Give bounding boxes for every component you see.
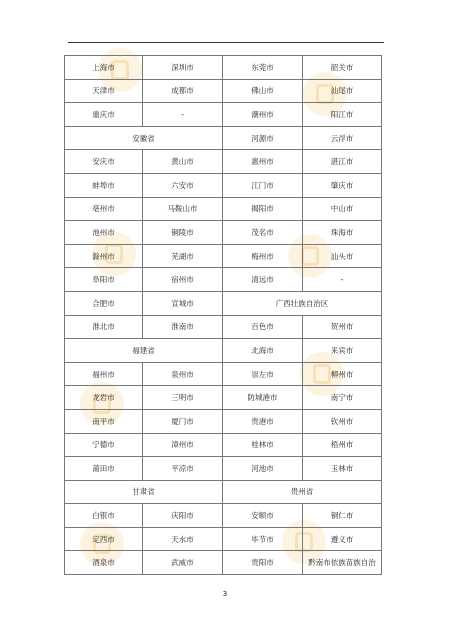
city-cell: 南宁市 [303, 386, 382, 410]
city-cell: 宣城市 [143, 291, 223, 315]
city-cell: 湛江市 [303, 150, 382, 174]
city-cell: 马鞍山市 [143, 197, 223, 221]
table-row [65, 103, 382, 127]
page-number: 3 [222, 590, 228, 598]
table-row [65, 126, 382, 150]
city-cell: 佛山市 [223, 79, 303, 103]
city-cell: 阜阳市 [65, 268, 143, 292]
city-cell: 天水市 [143, 527, 223, 551]
city-cell: 白银市 [65, 504, 143, 528]
city-cell: 安顺市 [223, 504, 303, 528]
city-cell: 铜陵市 [143, 221, 223, 245]
city-cell: 武威市 [143, 551, 223, 575]
city-cell: 莆田市 [65, 457, 143, 481]
city-cell: 芜湖市 [143, 244, 223, 268]
city-cell: 酒泉市 [65, 551, 143, 575]
city-cell: - [143, 103, 223, 127]
table-row [65, 197, 382, 221]
city-cell: 百色市 [223, 315, 303, 339]
city-cell: 清远市 [223, 268, 303, 292]
header-rule [68, 42, 384, 43]
table-row [65, 362, 382, 386]
city-cell: - [303, 268, 382, 292]
city-cell: 上海市 [65, 56, 143, 80]
table-row [65, 339, 382, 363]
table-row [65, 291, 382, 315]
city-cell: 桂林市 [223, 433, 303, 457]
city-cell: 滁州市 [65, 244, 143, 268]
city-cell: 中山市 [303, 197, 382, 221]
province-heading: 甘肃省 [65, 480, 223, 504]
city-cell: 成都市 [143, 79, 223, 103]
city-cell: 柳州市 [303, 362, 382, 386]
table-row [65, 173, 382, 197]
city-cell: 阳江市 [303, 103, 382, 127]
city-cell: 池州市 [65, 221, 143, 245]
city-cell: 汕头市 [303, 244, 382, 268]
city-cell: 崇左市 [223, 362, 303, 386]
table-row [65, 480, 382, 504]
city-cell: 贵港市 [223, 409, 303, 433]
city-cell: 重庆市 [65, 103, 143, 127]
city-cell: 安庆市 [65, 150, 143, 174]
table-row [65, 221, 382, 245]
city-cell: 三明市 [143, 386, 223, 410]
city-cell: 合肥市 [65, 291, 143, 315]
city-cell: 茂名市 [223, 221, 303, 245]
table-row [65, 409, 382, 433]
city-cell: 毕节市 [223, 527, 303, 551]
city-cell: 潮州市 [223, 103, 303, 127]
city-cell: 漳州市 [143, 433, 223, 457]
city-cell: 淮北市 [65, 315, 143, 339]
city-cell: 梧州市 [303, 433, 382, 457]
city-cell: 河池市 [223, 457, 303, 481]
province-heading: 安徽省 [65, 126, 223, 150]
city-cell: 贵阳市 [223, 551, 303, 575]
table-row [65, 79, 382, 103]
city-cell: 韶关市 [303, 56, 382, 80]
city-cell: 遵义市 [303, 527, 382, 551]
city-cell: 汕尾市 [303, 79, 382, 103]
city-cell: 黔南布依族苗族自治 [303, 551, 382, 575]
city-cell: 亳州市 [65, 197, 143, 221]
city-cell: 来宾市 [303, 339, 382, 363]
city-cell: 定西市 [65, 527, 143, 551]
table-row [65, 56, 382, 80]
city-cell: 宿州市 [143, 268, 223, 292]
city-cell: 泉州市 [143, 362, 223, 386]
table-row [65, 527, 382, 551]
table-row [65, 386, 382, 410]
province-heading: 广西壮族自治区 [223, 291, 382, 315]
table-row [65, 551, 382, 575]
city-cell: 揭阳市 [223, 197, 303, 221]
city-cell: 深圳市 [143, 56, 223, 80]
city-cell: 贺州市 [303, 315, 382, 339]
city-cell: 南平市 [65, 409, 143, 433]
province-heading: 贵州省 [223, 480, 382, 504]
city-cell: 肇庆市 [303, 173, 382, 197]
city-cell: 江门市 [223, 173, 303, 197]
city-cell: 龙岩市 [65, 386, 143, 410]
city-cell: 云浮市 [303, 126, 382, 150]
city-cell: 蚌埠市 [65, 173, 143, 197]
table-row [65, 504, 382, 528]
city-cell: 淮南市 [143, 315, 223, 339]
city-cell: 惠州市 [223, 150, 303, 174]
table-row [65, 244, 382, 268]
table-row [65, 457, 382, 481]
city-cell: 梅州市 [223, 244, 303, 268]
table-row [65, 268, 382, 292]
city-cell: 庆阳市 [143, 504, 223, 528]
city-cell: 天津市 [65, 79, 143, 103]
city-cell: 钦州市 [303, 409, 382, 433]
province-heading: 福建省 [65, 339, 223, 363]
table-row [65, 433, 382, 457]
city-cell: 厦门市 [143, 409, 223, 433]
city-cell: 黄山市 [143, 150, 223, 174]
city-cell: 东莞市 [223, 56, 303, 80]
table-row [65, 315, 382, 339]
city-cell: 防城港市 [223, 386, 303, 410]
city-cell: 珠海市 [303, 221, 382, 245]
table-row [65, 150, 382, 174]
city-cell: 平凉市 [143, 457, 223, 481]
city-cell: 福州市 [65, 362, 143, 386]
city-cell: 河源市 [223, 126, 303, 150]
city-cell: 六安市 [143, 173, 223, 197]
city-cell: 铜仁市 [303, 504, 382, 528]
city-cell: 玉林市 [303, 457, 382, 481]
city-cell: 北海市 [223, 339, 303, 363]
city-table [64, 55, 382, 575]
city-cell: 宁德市 [65, 433, 143, 457]
